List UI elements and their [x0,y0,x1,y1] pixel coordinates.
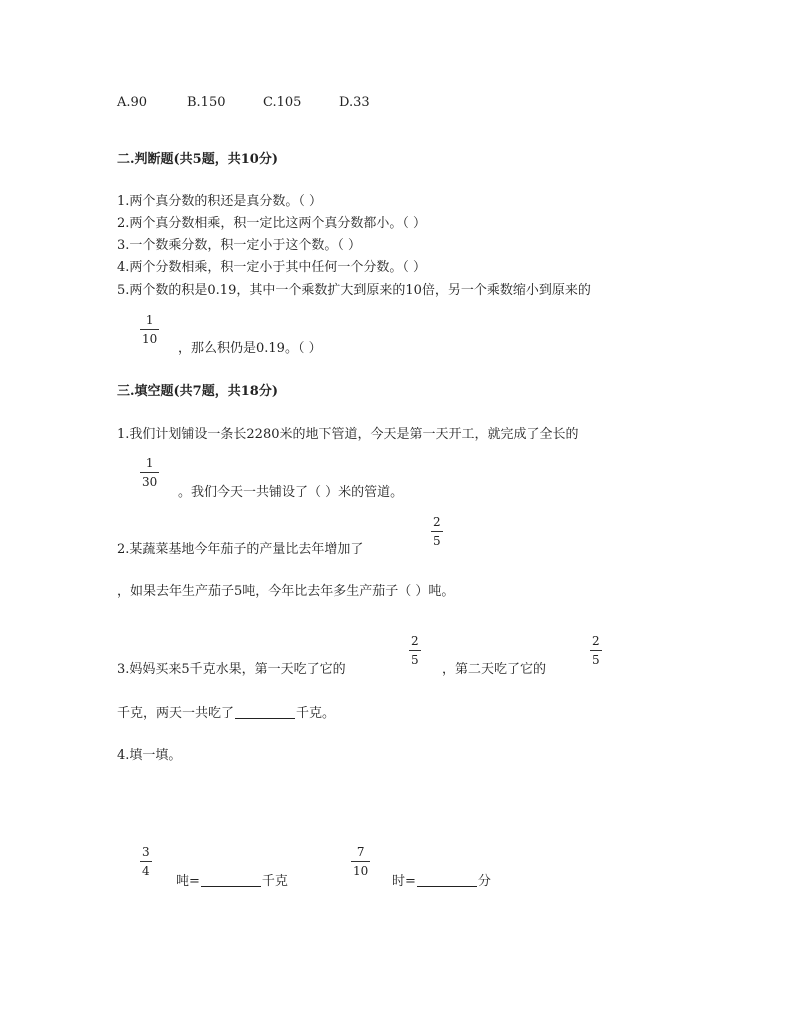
section3-q1-line1: 1.我们计划铺设一条长2280米的地下管道，今天是第一天开工，就完成了全长的 [117,427,579,442]
section3-q4a-line [176,875,288,888]
fraction-numerator: 1 [145,456,154,470]
section3-q1-fraction [140,457,159,488]
fraction-numerator: 2 [433,515,441,529]
option-d: D.33 [339,95,370,110]
section3-q4b-fraction [351,846,370,877]
section2-q5-fraction [140,314,159,345]
answer-blank[interactable] [201,885,261,887]
section2-q1: 1.两个真分数的积还是真分数。（ ） [117,194,323,209]
fraction-denominator: 10 [353,864,369,878]
section3-q2-fraction [431,516,443,547]
fraction-denominator: 5 [411,653,419,667]
fraction-numerator: 7 [356,845,365,859]
fraction-denominator: 10 [142,332,158,346]
fraction-denominator: 5 [433,534,441,548]
section3-q3-fraction1 [409,635,421,666]
answer-blank[interactable] [235,717,295,719]
fraction-denominator: 4 [142,864,150,878]
section3-q4a-fraction [140,846,152,877]
fraction-numerator: 2 [411,634,419,648]
section3-q2-line2: ，如果去年生产茄子5吨，今年比去年多生产茄子（ ）吨。 [117,584,455,599]
option-b: B.150 [187,95,226,110]
answer-blank[interactable] [417,885,477,887]
fraction-numerator: 2 [592,634,600,648]
q4b-unit1: 时= [392,874,416,889]
section2-q2: 2.两个真分数相乘，积一定比这两个真分数都小。（ ） [117,216,427,231]
section3-q4b-line [392,875,491,888]
section2-title: 二.判断题(共5题，共10分) [117,152,278,167]
q4a-unit2: 千克 [261,874,288,889]
q3-line2-text-b: 千克。 [296,706,336,721]
section2-q3: 3.一个数乘分数，积一定小于这个数。（ ） [117,238,362,253]
section3-title: 三.填空题(共7题，共18分) [117,384,278,399]
fraction-numerator: 3 [142,845,150,859]
section3-q1-line2: 。我们今天一共铺设了（ ）米的管道。 [178,485,404,500]
section3-q3-part2: ，第二天吃了它的 [442,662,547,677]
section2-q5-line1: 5.两个数的积是0.19，其中一个乘数扩大到原来的10倍，另一个乘数缩小到原来的 [117,283,591,298]
fraction-numerator: 1 [145,313,154,327]
q4b-unit2: 分 [477,874,491,889]
section3-q4-title: 4.填一填。 [117,748,182,763]
fraction-denominator: 30 [142,475,158,489]
q3-line2-text-a: 千克，两天一共吃了 [117,706,235,721]
option-a: A.90 [117,95,148,110]
fraction-denominator: 5 [592,653,600,667]
section2-q4: 4.两个分数相乘，积一定小于其中任何一个分数。（ ） [117,260,427,275]
q4a-unit1: 吨= [176,874,200,889]
section3-q3-fraction2 [590,635,602,666]
section3-q2-line1: 2.某蔬菜基地今年茄子的产量比去年增加了 [117,542,364,557]
option-c: C.105 [263,95,302,110]
section3-q3-part1: 3.妈妈买来5千克水果，第一天吃了它的 [117,662,346,677]
section3-q3-line2 [117,707,335,720]
section2-q5-line2: ，那么积仍是0.19。（ ） [178,341,322,356]
